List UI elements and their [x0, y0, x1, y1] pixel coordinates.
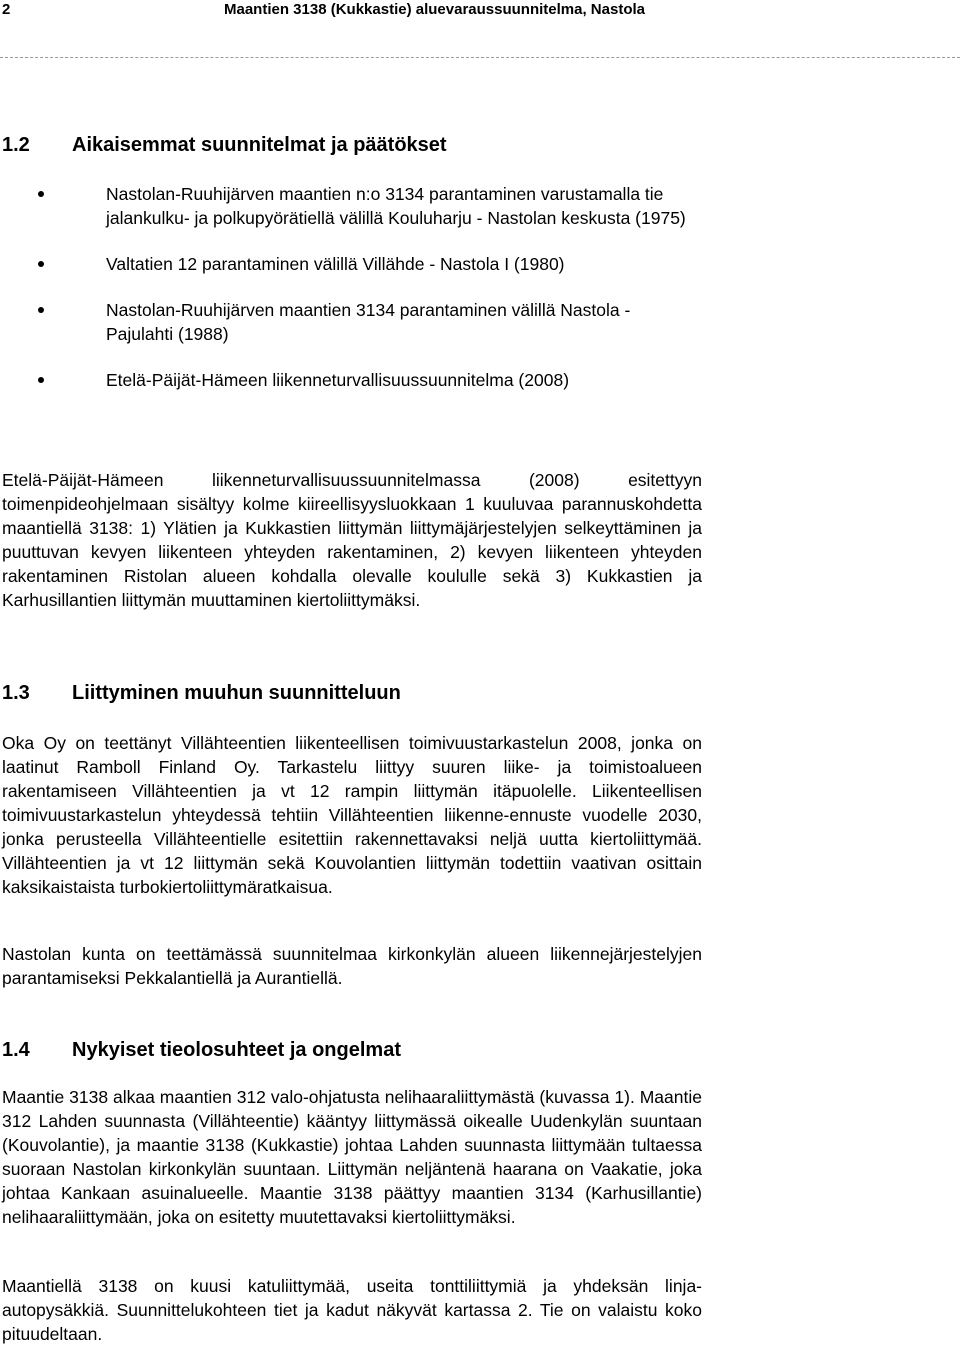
section-number: 1.3 [2, 682, 30, 704]
section-title: Nykyiset tieolosuhteet ja ongelmat [72, 1039, 401, 1061]
section-heading-1-3 [2, 681, 401, 705]
page-number: 2 [2, 1, 11, 18]
list-item: Etelä-Päijät-Hämeen liikenneturvallisuussuunnitelma (2008) [0, 368, 702, 392]
paragraph: Maantiellä 3138 on kuusi katuliittymää, useita tonttiliittymiä ja yhdeksän linja-autopysäkkiä. Suunnittelukohteen tiet ja kadut näkyvät kartassa 2. Tie on valaistu koko pituudeltaan. [2, 1276, 702, 1344]
paragraph: Etelä-Päijät-Hämeen liikenneturvallisuussuunnitelmassa (2008) esitettyyn toimenpideohjelmaan sisältyy kolme kiireellisyysluokkaan 1 kuuluvaa parannuskohdetta maantiellä 3138: 1) Ylätien ja Kukkastien liittymän liittymäjärjestelyjen selkeyttäminen ja puuttuvan kevyen liikenteen yhteyden rakentaminen, 2) kevyen liikenteen yhteyden rakentaminen Ristolan alueen kohdalla olevalle koululle sekä 3) Kukkastien ja Karhusillantien liittymän muuttaminen kiertoliittymäksi. [2, 470, 702, 610]
section-number: 1.4 [2, 1039, 30, 1061]
section-title: Liittyminen muuhun suunnitteluun [72, 682, 401, 704]
section-number: 1.2 [2, 134, 30, 156]
bullet-list [0, 182, 720, 414]
section-heading-1-2 [2, 133, 447, 157]
bullet-icon [38, 377, 44, 383]
header-title: Maantien 3138 (Kukkastie) aluevaraussuunnitelma, Nastola [224, 1, 645, 18]
header-rule [0, 57, 960, 58]
list-item: Valtatien 12 parantaminen välillä Villähde - Nastola I (1980) [0, 252, 702, 276]
paragraph: Oka Oy on teettänyt Villähteentien liikenteellisen toimivuustarkastelun 2008, jonka on laatinut Ramboll Finland Oy. Tarkastelu liittyy suuren liike- ja toimistoalueen rakentamiseen Villähteentien ja vt 12 rampin liittymän itäpuolelle. Liikenteellisen toimivuustarkastelun yhteydessä tehtiin Villähteentien liikenne-ennuste vuodelle 2030, jonka perusteella Villähteentielle esitettiin rakennettavaksi neljä uutta kiertoliittymää. Villähteentien ja vt 12 liittymän sekä Kouvolantien liittymän todettiin vaativan osittain kaksikaistaista turbokiertoliittymäratkaisua. [2, 733, 702, 897]
list-item: Nastolan-Ruuhijärven maantien n:o 3134 parantaminen varustamalla tie jalankulku- ja polkupyörätiellä välillä Kouluharju - Nastolan keskusta (1975) [0, 182, 702, 230]
list-item: Nastolan-Ruuhijärven maantien 3134 parantaminen välillä Nastola - Pajulahti (1988) [0, 298, 702, 346]
paragraph: Nastolan kunta on teettämässä suunnitelmaa kirkonkylän alueen liikennejärjestelyjen parantamiseksi Pekkalantiellä ja Aurantiellä. [2, 944, 702, 988]
section-heading-1-4 [2, 1038, 401, 1062]
bullet-icon [38, 191, 44, 197]
paragraph: Maantie 3138 alkaa maantien 312 valo-ohjatusta nelihaaraliittymästä (kuvassa 1). Maantie 312 Lahden suunnasta (Villähteentie) kääntyy liittymässä oikealle Uudenkylän suuntaan (Kouvolantie), ja maantie 3138 (Kukkastie) johtaa Lahden suunnasta liittymään tultaessa suoraan Nastolan kirkonkylän suuntaan. Liittymän neljäntenä haarana on Vaakatie, joka johtaa Kankaan asuinalueelle. Maantie 3138 päättyy maantien 3134 (Karhusillantie) nelihaaraliittymään, joka on esitetty muutettavaksi kiertoliittymäksi. [2, 1087, 702, 1227]
bullet-icon [38, 261, 44, 267]
bullet-icon [38, 307, 44, 313]
section-title: Aikaisemmat suunnitelmat ja päätökset [72, 134, 447, 156]
running-header [2, 0, 702, 20]
